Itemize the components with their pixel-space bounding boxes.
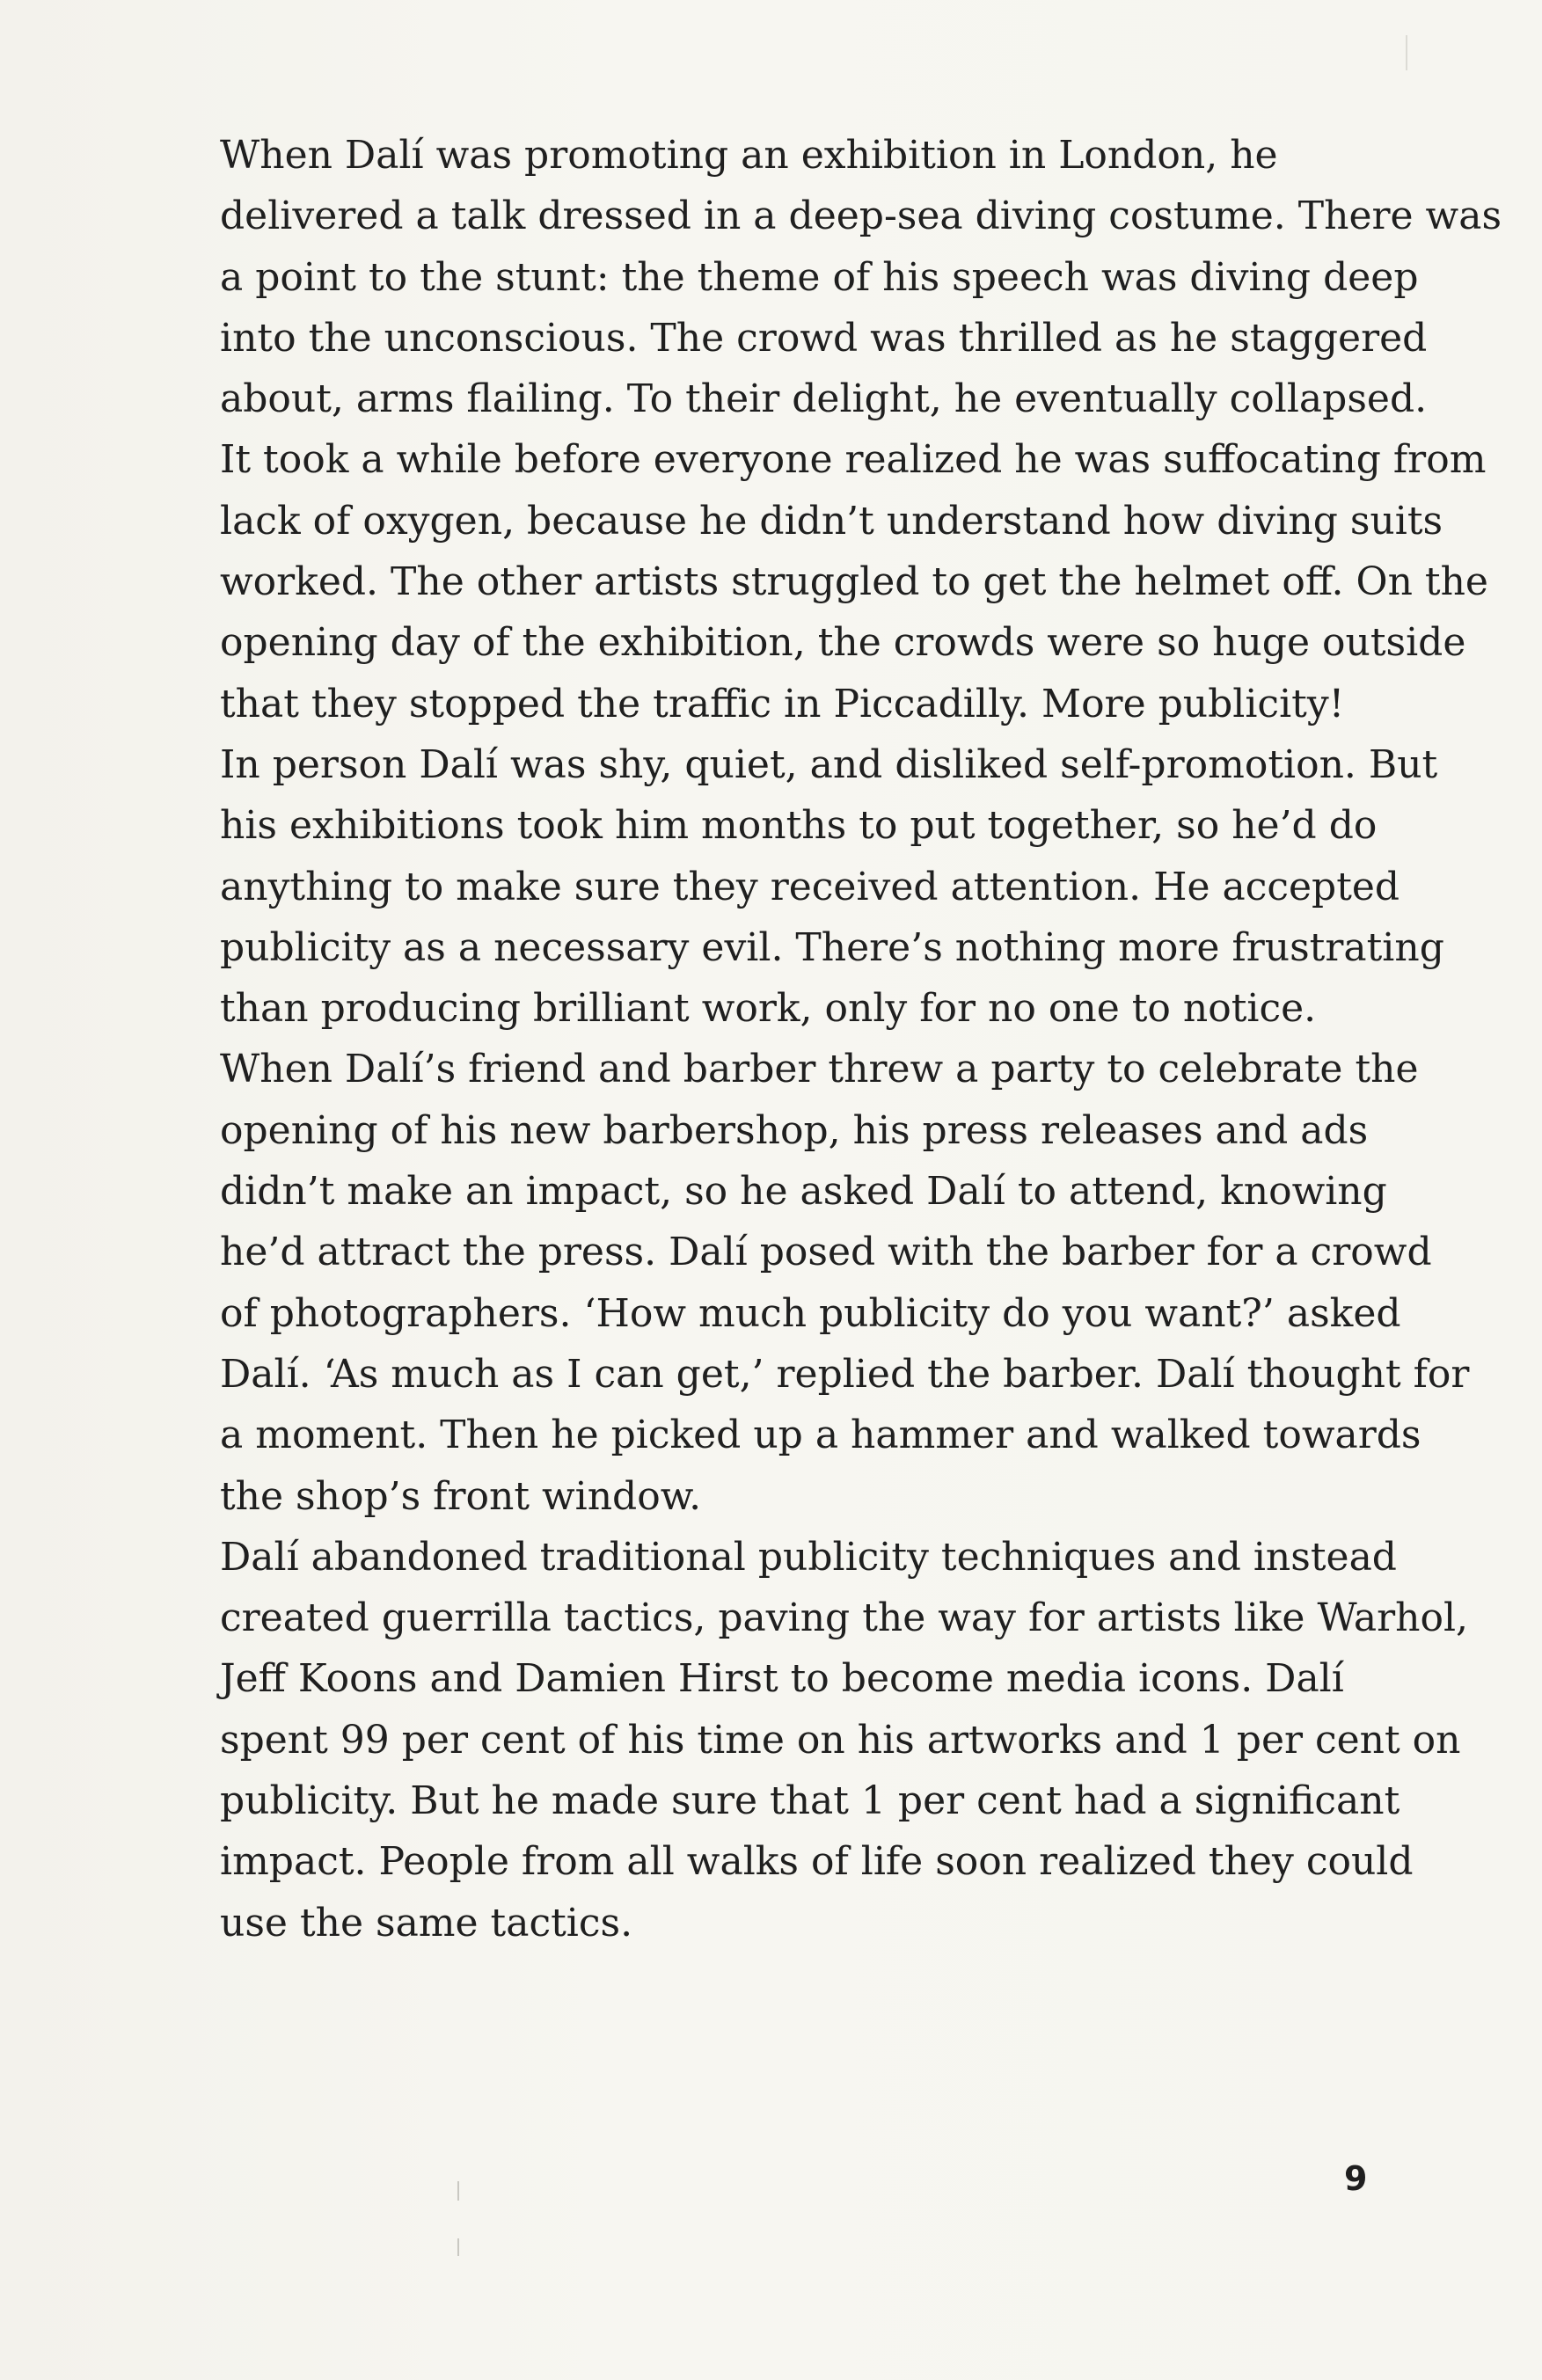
text-line: It took a while before everyone realized he was suffocating from xyxy=(220,437,1487,483)
text-line: didn’t make an impact, so he asked Dalí to attend, knowing xyxy=(220,1169,1387,1215)
text-line: created guerrilla tactics, paving the way for artists like Warhol, xyxy=(220,1595,1468,1641)
text-line: In person Dalí was shy, quiet, and disliked self-promotion. But xyxy=(220,741,1438,787)
text-line: he’d attract the press. Dalí posed with the barber for a crowd xyxy=(220,1230,1432,1275)
text-line: into the unconscious. The crowd was thrilled as he staggered xyxy=(220,315,1428,361)
text-line: When Dalí’s friend and barber threw a party to celebrate the xyxy=(220,1047,1419,1092)
text-line: use the same tactics. xyxy=(220,1900,633,1946)
text-line: publicity as a necessary evil. There’s nothing more frustrating xyxy=(220,924,1444,970)
text-line: that they stopped the traffic in Piccadilly. More publicity! xyxy=(220,681,1345,726)
text-line: than producing brilliant work, only for no one to notice. xyxy=(220,986,1317,1032)
text-line: delivered a talk dressed in a deep-sea diving costume. There was xyxy=(220,193,1502,239)
text-line: spent 99 per cent of his time on his artworks and 1 per cent on xyxy=(220,1717,1461,1763)
body-text xyxy=(220,125,1502,1953)
text-line: opening of his new barbershop, his press releases and ads xyxy=(220,1107,1369,1153)
paragraph-guerrilla xyxy=(220,1527,1468,1953)
text-line: a point to the stunt: the theme of his speech was diving deep xyxy=(220,254,1419,300)
text-line: Jeff Koons and Damien Hirst to become media icons. Dalí xyxy=(220,1656,1344,1702)
scan-artifact-mark xyxy=(457,2181,459,2201)
text-line: publicity. But he made sure that 1 per cent had a significant xyxy=(220,1778,1400,1824)
text-line: the shop’s front window. xyxy=(220,1473,702,1519)
text-line: When Dalí was promoting an exhibition in London, he xyxy=(220,133,1278,178)
text-line: opening day of the exhibition, the crowds were so huge outside xyxy=(220,620,1466,666)
text-line: a moment. Then he picked up a hammer and walked towards xyxy=(220,1413,1421,1458)
text-line: worked. The other artists struggled to get the helmet off. On the xyxy=(220,559,1488,605)
scan-artifact-mark xyxy=(1406,35,1407,70)
text-line: of photographers. ‘How much publicity do you want?’ asked xyxy=(220,1290,1401,1336)
text-line: anything to make sure they received attention. He accepted xyxy=(220,864,1400,909)
text-line: impact. People from all walks of life soon realized they could xyxy=(220,1839,1414,1885)
text-line: his exhibitions took him months to put together, so he’d do xyxy=(220,803,1378,849)
paragraph-diving-suit xyxy=(220,125,1502,734)
text-line: about, arms flailing. To their delight, he eventually collapsed. xyxy=(220,376,1428,422)
text-line: Dalí. ‘As much as I can get,’ replied the barber. Dalí thought for xyxy=(220,1351,1470,1397)
page-number: 9 xyxy=(1344,2159,1368,2198)
paragraph-shy xyxy=(220,734,1444,1039)
paragraph-barber xyxy=(220,1039,1470,1526)
text-line: lack of oxygen, because he didn’t understand how diving suits xyxy=(220,498,1443,544)
scan-artifact-mark xyxy=(457,2238,459,2256)
text-line: Dalí abandoned traditional publicity techniques and instead xyxy=(220,1534,1397,1580)
